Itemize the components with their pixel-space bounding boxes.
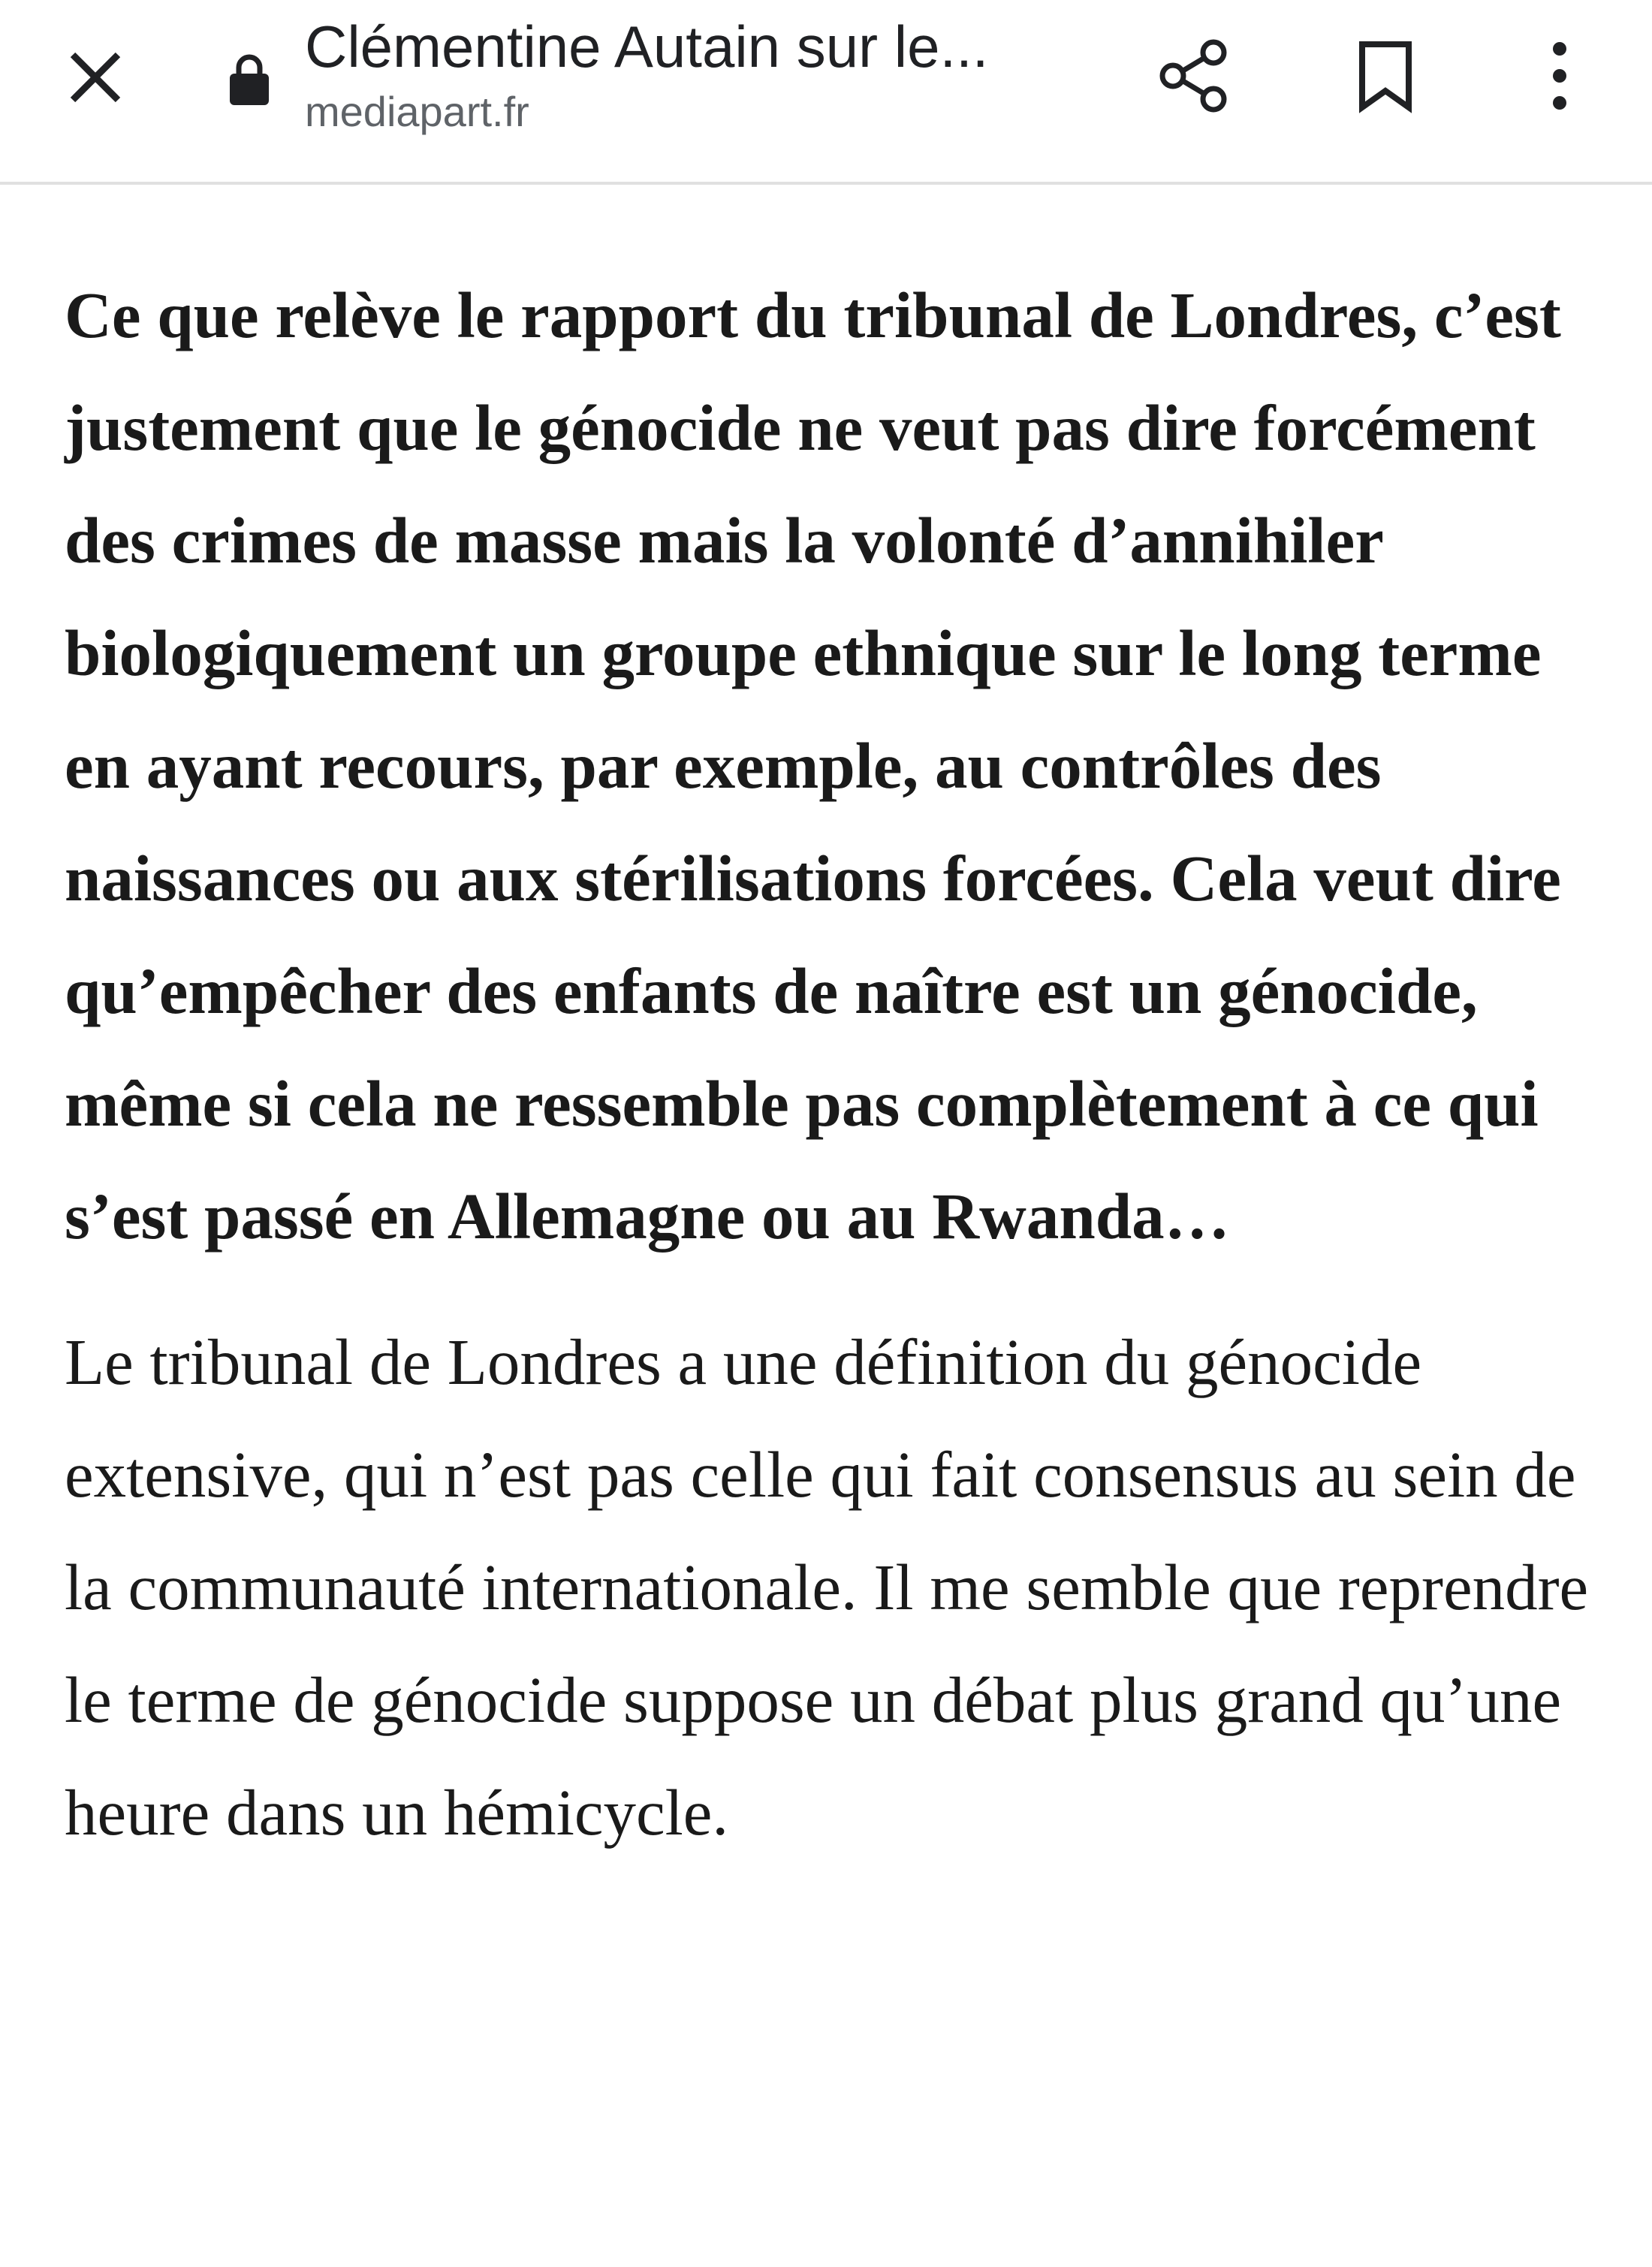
article-body [65, 259, 1596, 1869]
share-icon[interactable] [1144, 27, 1242, 125]
bookmark-icon[interactable] [1337, 27, 1434, 125]
close-icon[interactable] [47, 29, 144, 126]
page-url: mediapart.fr [305, 88, 529, 135]
interview-question: Ce que relève le rapport du tribunal de Londres, c’est justement que le génocide ne veut pas dire forcément des crimes de masse mais la volonté d’annihiler biologiquement un groupe ethnique sur le long terme en ayant recours, par exemple, au contrôles des naissances ou aux stérilisations forcées. Cela veut dire qu’empêcher des enfants de naître est un génocide, même si cela ne ressemble pas complètement à ce qui s’est passé en Allemagne ou au Rwanda… [65, 279, 1561, 1253]
page-info[interactable] [305, 11, 1056, 138]
custom-tab-toolbar [0, 0, 1652, 185]
lock-icon[interactable] [224, 50, 275, 110]
page-title: Clémentine Autain sur le... [305, 14, 989, 80]
interview-answer: Le tribunal de Londres a une définition du génocide extensive, qui n’est pas celle qui fait consensus au sein de la communauté internationale. Il me semble que reprendre le terme de génocide suppose un débat plus grand qu’une heure dans un hémicycle. [65, 1325, 1589, 1849]
more-vert-icon[interactable] [1511, 27, 1608, 125]
